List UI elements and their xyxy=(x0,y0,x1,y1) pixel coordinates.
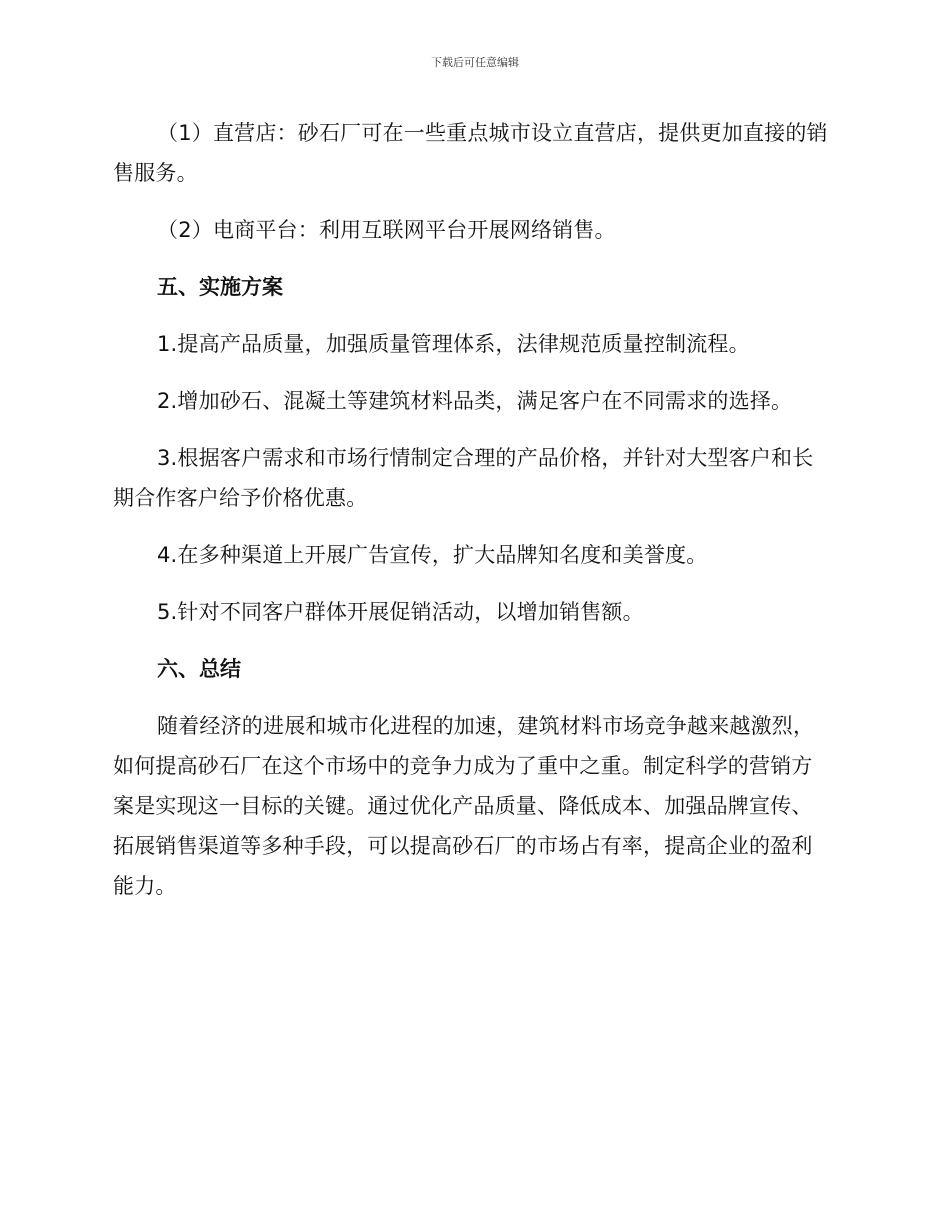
list-item: 3.根据客户需求和市场行情制定合理的产品价格，并针对大型客户和长期合作客户给予价格优惠。 xyxy=(113,446,814,510)
list-item: 4.在多种渠道上开展广告宣传，扩大品牌知名度和美誉度。 xyxy=(157,543,708,567)
list-item: 1.提高产品质量，加强质量管理体系，法律规范质量控制流程。 xyxy=(157,332,750,356)
list-item: 2.增加砂石、混凝土等建筑材料品类，满足客户在不同需求的选择。 xyxy=(157,389,793,413)
paragraph-summary: 随着经济的进展和城市化进程的加速，建筑材料市场竞争越来越激烈，如何提高砂石厂在这个市场中的竞争力成为了重中之重。制定科学的营销方案是实现这一目标的关键。通过优化产品质量、降低成本、加强品牌宣传、拓展销售渠道等多种手段，可以提高砂石厂的市场占有率，提高企业的盈利能力。 xyxy=(113,714,815,898)
document-body xyxy=(113,113,833,923)
section-heading-implementation: 五、实施方案 xyxy=(157,275,283,299)
list-item: 5.针对不同客户群体开展促销活动，以增加销售额。 xyxy=(157,600,644,624)
page-header: 下载后可任意编辑 xyxy=(431,56,519,69)
section-heading-summary: 六、总结 xyxy=(157,657,241,681)
paragraph-direct-store: （1）直营店：砂石厂可在一些重点城市设立直营店，提供更加直接的销售服务。 xyxy=(113,121,828,185)
paragraph-ecommerce: （2）电商平台：利用互联网平台开展网络销售。 xyxy=(157,218,616,242)
